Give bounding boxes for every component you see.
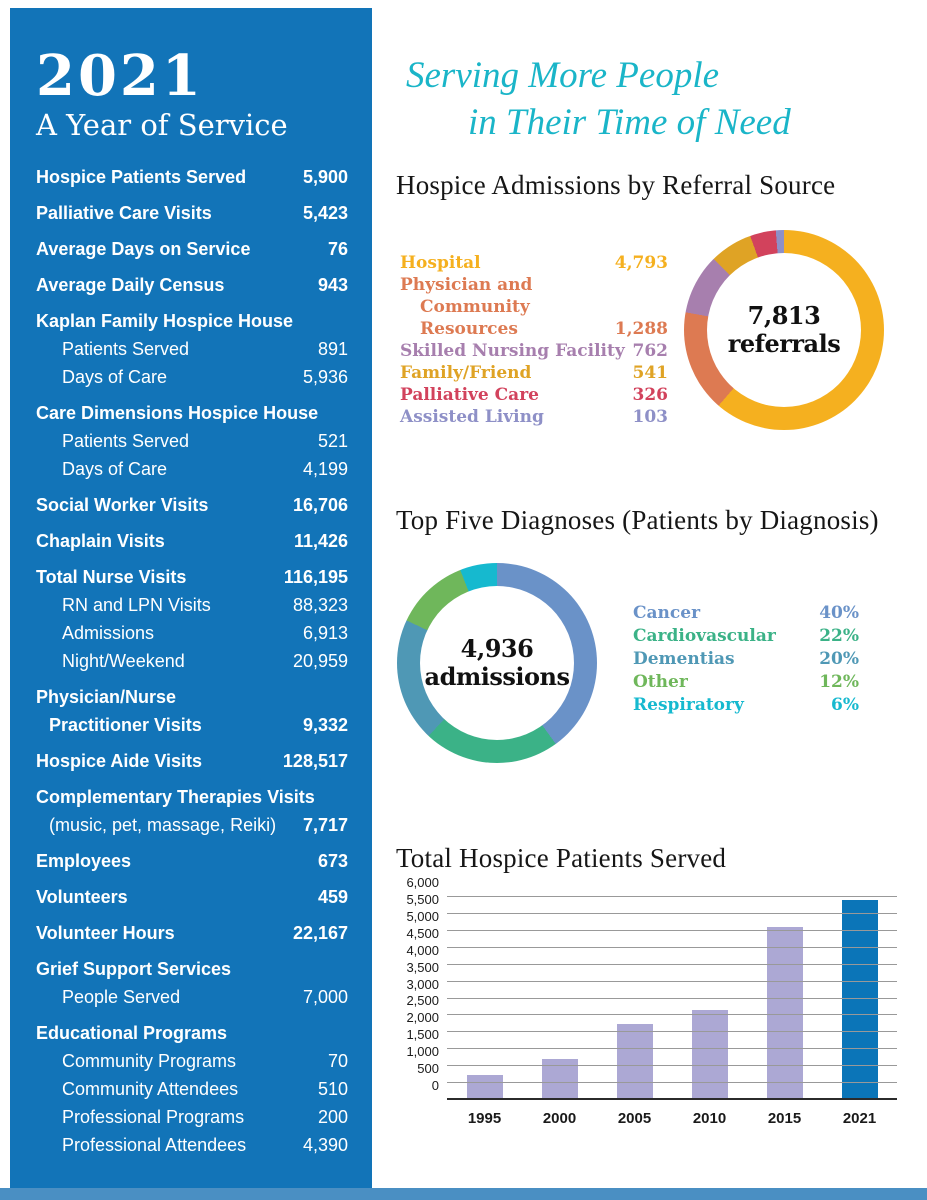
legend-label-line: Respiratory	[633, 695, 744, 715]
y-axis-tick-label: 4,500	[406, 925, 439, 941]
sidebar-stat-row	[36, 885, 348, 909]
sidebar-stat-row	[36, 621, 348, 645]
legend-label-line: Family/Friend	[400, 363, 532, 383]
legend-row	[400, 340, 668, 362]
legend-value: 40%	[819, 603, 859, 623]
legend-value: 541	[632, 363, 668, 383]
gridline	[447, 1065, 897, 1066]
x-axis-label: 2005	[617, 1110, 652, 1127]
sidebar-stat-row	[36, 237, 348, 261]
legend-row	[400, 362, 668, 384]
y-axis-tick-label: 3,500	[406, 959, 439, 975]
sidebar-stat-row	[36, 365, 348, 389]
legend-value: 22%	[819, 626, 859, 646]
stat-value: 5,900	[302, 166, 348, 187]
stat-label: Educational Programs	[36, 1022, 228, 1043]
legend-value: 4,793	[614, 253, 668, 273]
bar-2005	[617, 1024, 653, 1100]
legend-label-line: Hospital	[400, 253, 481, 273]
gridline	[447, 1098, 897, 1100]
sidebar-stat-row	[36, 1049, 348, 1073]
stat-label: Grief Support Services	[36, 958, 232, 979]
x-axis-label: 2015	[767, 1110, 802, 1127]
legend-label-line: Cancer	[633, 603, 701, 623]
stat-value: 88,323	[292, 594, 348, 615]
section-heading-referral: Hospice Admissions by Referral Source	[396, 170, 836, 200]
diagnoses-total-value: 4,936	[460, 634, 534, 664]
legend-label	[400, 274, 615, 340]
y-axis-tick-label: 3,000	[406, 976, 439, 992]
sidebar-stat-row	[36, 273, 348, 297]
stat-label: Volunteer Hours	[36, 922, 175, 943]
stats-list	[36, 165, 348, 1157]
stat-label: Professional Programs	[62, 1106, 245, 1127]
stat-label: Patients Served	[62, 430, 190, 451]
stat-value: 20,959	[292, 650, 348, 671]
referral-donut-chart	[684, 230, 884, 430]
legend-row	[633, 625, 859, 648]
stat-value: 16,706	[292, 494, 348, 515]
legend-row	[633, 648, 859, 671]
sidebar-stat-row	[36, 849, 348, 873]
legend-value: 6%	[831, 695, 859, 715]
sidebar-stat-row	[36, 593, 348, 617]
stat-label: People Served	[62, 986, 181, 1007]
stat-value: 116,195	[283, 566, 348, 587]
diagnoses-donut-center	[420, 586, 574, 740]
stat-value: 5,936	[302, 366, 348, 387]
legend-value: 20%	[819, 649, 859, 669]
diagnoses-total-label: admissions	[424, 662, 570, 691]
legend-label-line: Dementias	[633, 649, 735, 669]
legend-label	[633, 694, 744, 717]
bar-2010	[692, 1010, 728, 1100]
stat-value: 22,167	[292, 922, 348, 943]
referral-legend	[400, 252, 668, 428]
y-axis-tick-label: 0	[431, 1078, 439, 1093]
stat-label: Hospice Patients Served	[36, 166, 247, 187]
gridline	[447, 1014, 897, 1015]
stat-value: 5,423	[302, 202, 348, 223]
legend-row	[400, 384, 668, 406]
gridline	[447, 1031, 897, 1032]
legend-row	[633, 694, 859, 717]
sidebar-stat-row	[36, 309, 348, 333]
stat-label: Total Nurse Visits	[36, 566, 187, 587]
legend-value: 762	[632, 341, 668, 361]
legend-value: 1,288	[614, 319, 668, 339]
year-heading: 2021	[36, 43, 204, 109]
sidebar-year-of-service	[10, 8, 372, 1188]
stat-label: (music, pet, massage, Reiki)	[49, 814, 277, 835]
legend-value: 12%	[819, 672, 859, 692]
sidebar-stat-row	[36, 565, 348, 589]
stat-value: 70	[327, 1050, 348, 1071]
legend-label-line: Cardiovascular	[633, 626, 776, 646]
referral-total-value: 7,813	[747, 301, 821, 331]
y-axis-tick-label: 500	[417, 1061, 439, 1077]
legend-label	[400, 340, 625, 362]
sidebar-stat-row	[36, 337, 348, 361]
legend-label-line: Skilled Nursing Facility	[400, 341, 625, 361]
stat-label: Days of Care	[62, 366, 168, 387]
stat-value: 943	[317, 274, 348, 295]
stat-label: Kaplan Family Hospice House	[36, 310, 294, 331]
page-title-line1: Serving More People	[406, 55, 720, 96]
sidebar-stat-row	[36, 1105, 348, 1129]
sidebar-stat-row	[36, 785, 348, 809]
gridline	[447, 981, 897, 982]
y-axis-tick-label: 2,000	[406, 1010, 439, 1026]
footer-band	[0, 1188, 927, 1200]
stat-label: Volunteers	[36, 886, 128, 907]
stat-label: Chaplain Visits	[36, 530, 165, 551]
stat-label: Patients Served	[62, 338, 190, 359]
gridline	[447, 1082, 897, 1083]
bar-1995	[467, 1075, 503, 1100]
stat-label: Community Programs	[62, 1050, 237, 1071]
y-axis-tick-label: 4,000	[406, 942, 439, 958]
stat-value: 11,426	[293, 530, 348, 551]
stat-value: 891	[317, 338, 348, 359]
stat-value: 7,000	[302, 986, 348, 1007]
gridline	[447, 998, 897, 999]
legend-label	[633, 648, 735, 671]
sidebar-stat-row	[36, 165, 348, 189]
stat-label: Community Attendees	[62, 1078, 239, 1099]
sidebar-stat-row	[36, 813, 348, 837]
x-axis-labels	[447, 1110, 897, 1127]
y-axis-tick-label: 1,500	[406, 1027, 439, 1043]
sidebar-stat-row	[36, 957, 348, 981]
referral-total-label: referrals	[727, 329, 841, 358]
legend-row	[400, 252, 668, 274]
sidebar-stat-row	[36, 985, 348, 1009]
stat-label: Average Daily Census	[36, 274, 225, 295]
legend-label	[400, 406, 544, 428]
bars-group	[447, 897, 897, 1100]
stat-value: 9,332	[302, 714, 348, 735]
stat-value: 4,390	[302, 1134, 348, 1155]
diagnoses-legend	[633, 602, 859, 717]
sidebar-stat-row	[36, 401, 348, 425]
stat-label: Admissions	[62, 622, 155, 643]
stat-label: Days of Care	[62, 458, 168, 479]
gridline	[447, 913, 897, 914]
referral-donut-center	[707, 253, 861, 407]
legend-label	[633, 602, 700, 625]
sidebar-stat-row	[36, 685, 348, 709]
legend-label-line: Community Resources	[420, 297, 530, 339]
section-heading-bar-chart: Total Hospice Patients Served	[396, 843, 727, 873]
legend-label-line: Other	[633, 672, 688, 692]
stat-label: RN and LPN Visits	[62, 594, 211, 615]
x-axis-label: 2021	[842, 1110, 877, 1127]
page-title-line2: in Their Time of Need	[468, 102, 791, 144]
gridline	[447, 1048, 897, 1049]
stat-value: 6,913	[302, 622, 348, 643]
gridline	[447, 930, 897, 931]
y-axis-tick-label: 5,000	[406, 908, 439, 924]
legend-label	[400, 252, 481, 274]
sidebar-stat-row	[36, 749, 348, 773]
y-axis-tick-label: 5,500	[406, 891, 439, 907]
stat-value: 128,517	[282, 750, 348, 771]
y-axis-tick-label: 6,000	[406, 875, 439, 890]
gridline	[447, 896, 897, 897]
legend-label-line: Assisted Living	[400, 407, 544, 427]
sidebar-stat-row	[36, 457, 348, 481]
sidebar-stat-row	[36, 713, 348, 737]
sidebar-stat-row	[36, 201, 348, 225]
stat-value: 673	[317, 850, 348, 871]
legend-label	[400, 384, 539, 406]
x-axis-label: 2010	[692, 1110, 727, 1127]
gridline	[447, 947, 897, 948]
stat-label: Care Dimensions Hospice House	[36, 402, 319, 423]
sidebar-stat-row	[36, 429, 348, 453]
stat-value: 510	[317, 1078, 348, 1099]
stat-label: Social Worker Visits	[36, 494, 209, 515]
legend-label	[400, 362, 531, 384]
legend-row	[400, 274, 668, 340]
sidebar-stat-row	[36, 493, 348, 517]
legend-label-line: Physician and	[400, 275, 533, 295]
patients-served-bar-chart	[392, 875, 912, 1133]
x-axis-label: 2000	[542, 1110, 577, 1127]
stat-label: Palliative Care Visits	[36, 202, 212, 223]
stat-label: Average Days on Service	[36, 238, 251, 259]
sidebar-stat-row	[36, 1021, 348, 1045]
stat-label: Complementary Therapies Visits	[36, 786, 315, 807]
y-axis-tick-label: 2,500	[406, 993, 439, 1009]
year-subtitle: A Year of Service	[36, 108, 288, 142]
diagnoses-donut-chart	[397, 563, 597, 763]
stat-label: Employees	[36, 850, 132, 871]
legend-label	[633, 625, 776, 648]
stat-value: 459	[317, 886, 348, 907]
stat-value: 7,717	[302, 814, 348, 835]
stat-label: Practitioner Visits	[49, 714, 202, 735]
bar-chart-plot-area	[406, 875, 897, 1100]
stat-label: Professional Attendees	[62, 1134, 247, 1155]
legend-row	[400, 406, 668, 428]
stat-value: 521	[317, 430, 348, 451]
legend-row	[633, 602, 859, 625]
page-title	[406, 52, 906, 147]
sidebar-stat-row	[36, 1077, 348, 1101]
sidebar-stat-row	[36, 1133, 348, 1157]
legend-value: 326	[632, 385, 668, 405]
stat-value: 4,199	[302, 458, 348, 479]
stat-label: Night/Weekend	[62, 650, 185, 671]
legend-value: 103	[632, 407, 668, 427]
sidebar-stat-row	[36, 529, 348, 553]
stat-label: Physician/Nurse	[36, 686, 177, 707]
stat-value: 200	[317, 1106, 348, 1127]
y-axis-tick-label: 1,000	[406, 1044, 439, 1060]
section-heading-diagnoses: Top Five Diagnoses (Patients by Diagnosis)	[396, 505, 879, 535]
sidebar-stat-row	[36, 921, 348, 945]
gridline	[447, 964, 897, 965]
legend-label-line: Palliative Care	[400, 385, 539, 405]
legend-row	[633, 671, 859, 694]
stat-label: Hospice Aide Visits	[36, 750, 203, 771]
x-axis-label: 1995	[467, 1110, 502, 1127]
sidebar-stat-row	[36, 649, 348, 673]
stat-value: 76	[327, 238, 348, 259]
legend-label	[633, 671, 688, 694]
